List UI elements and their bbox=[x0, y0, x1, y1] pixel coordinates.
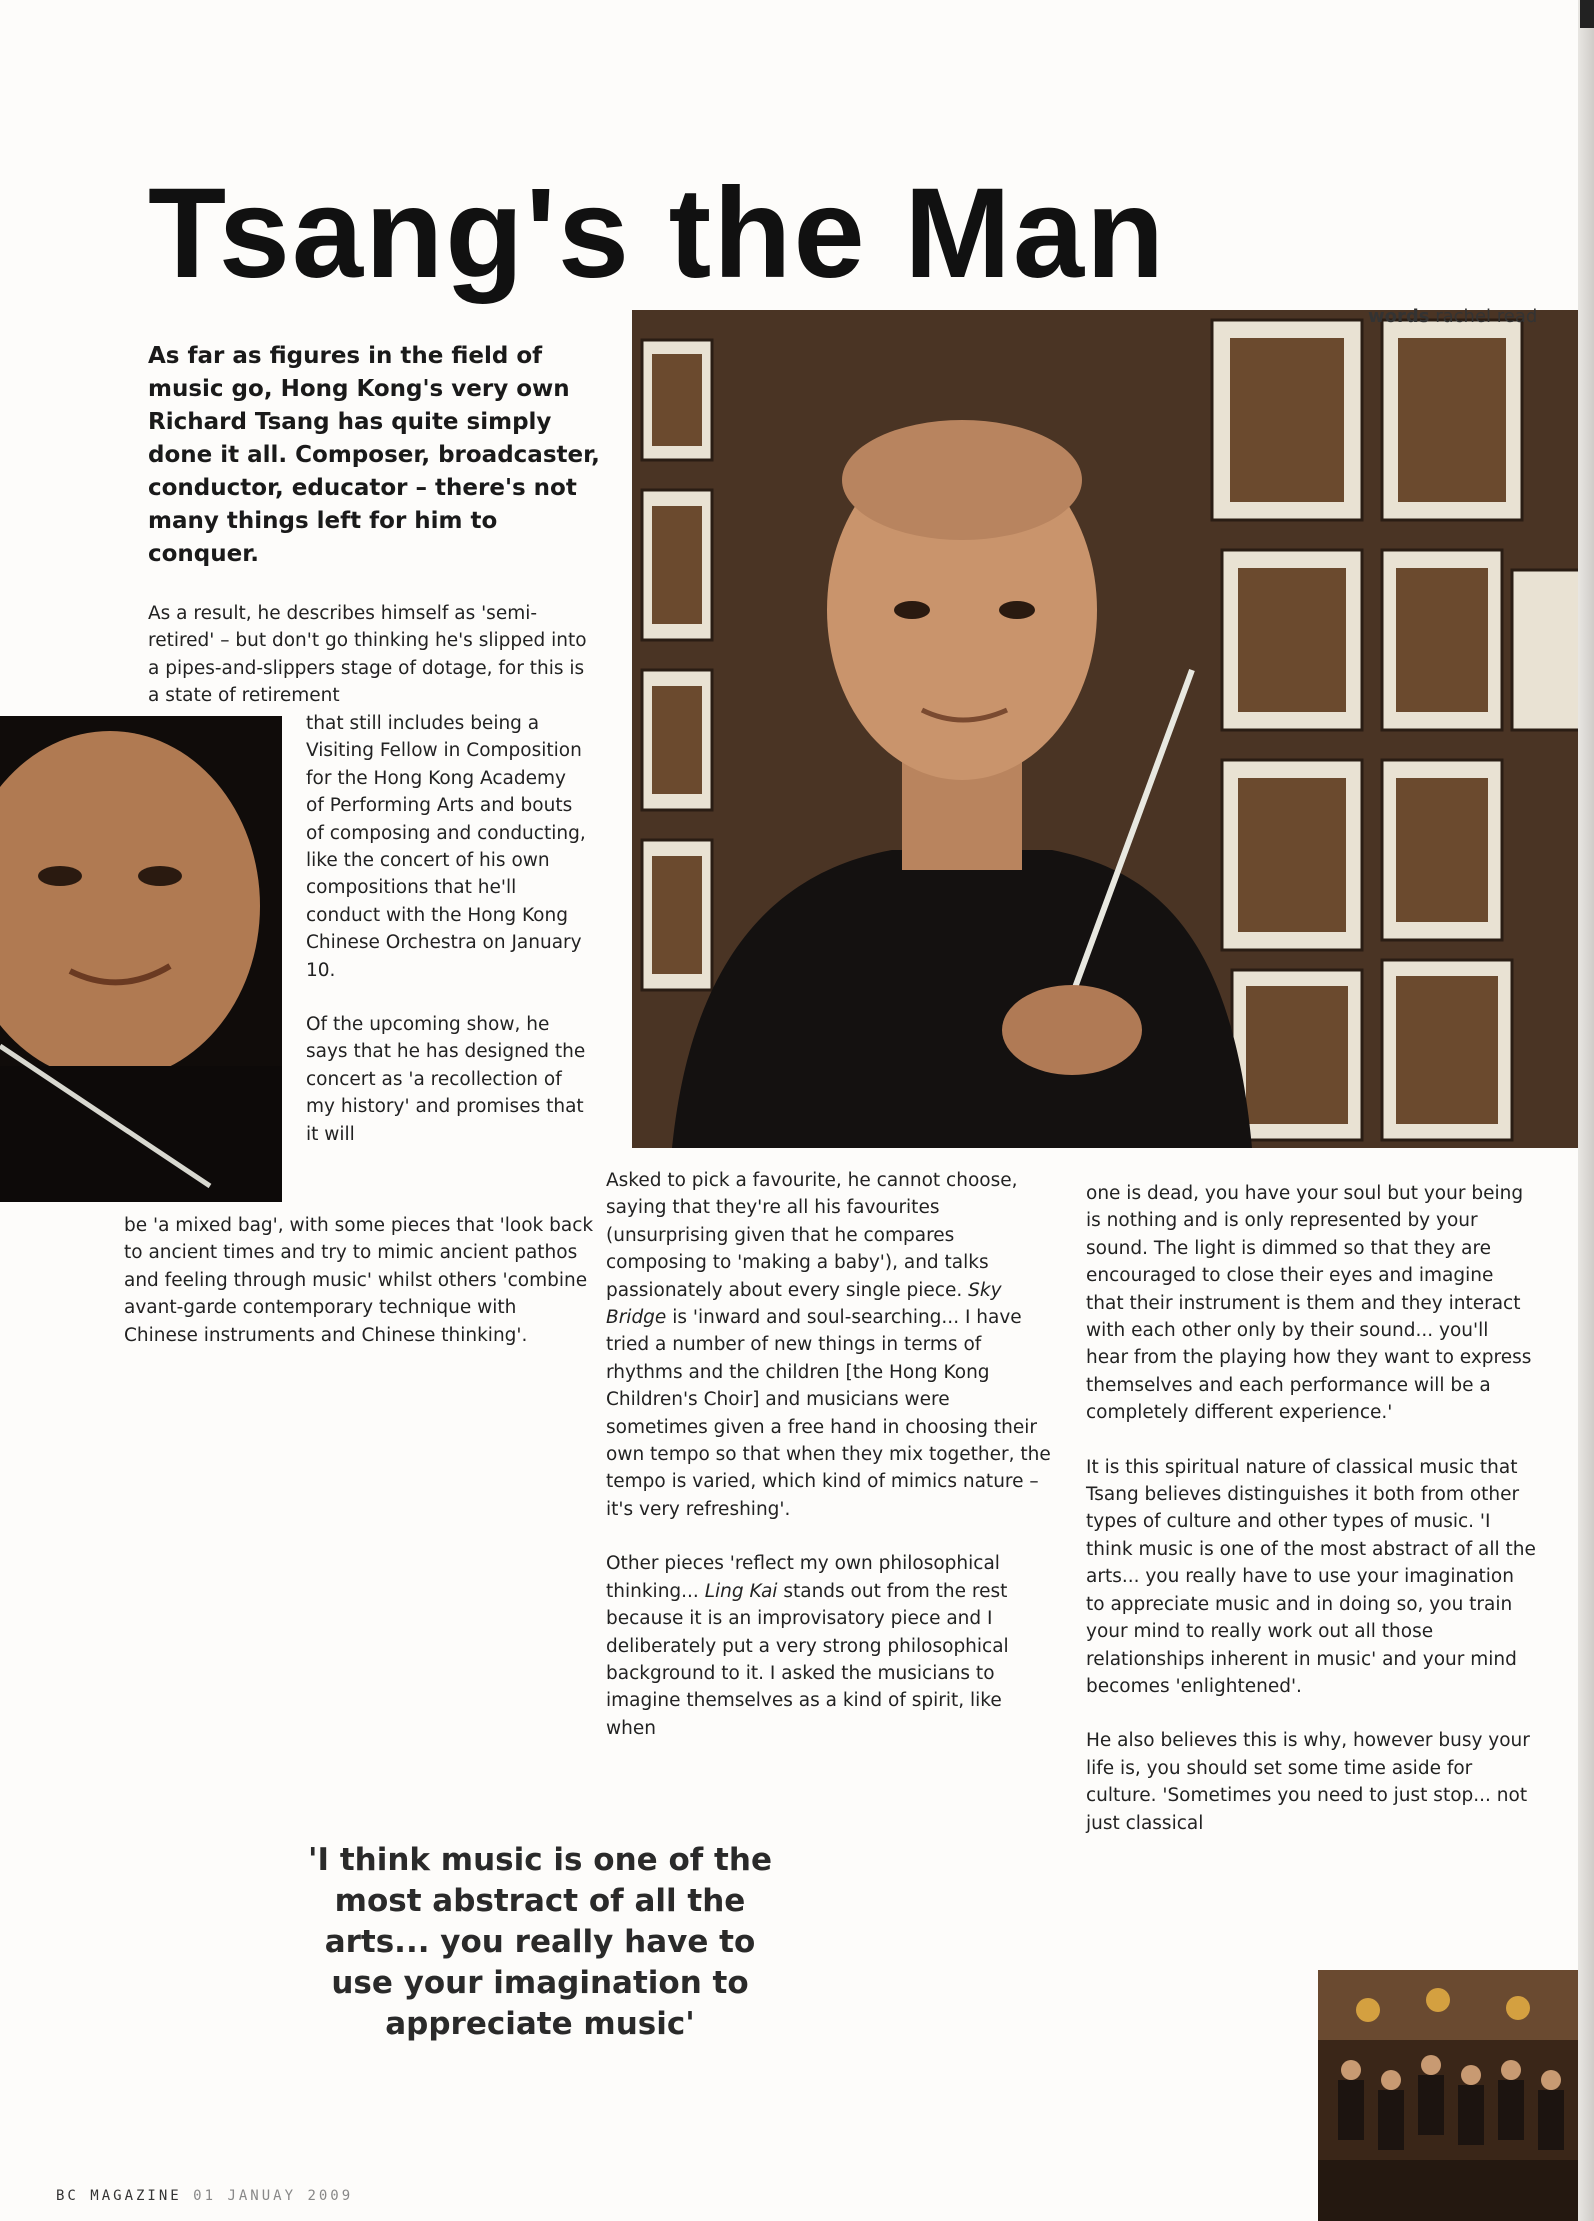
article-title: Tsang's the Man bbox=[148, 162, 1167, 305]
col2-p1-text-b: is 'inward and soul-searching... I have tried a number of new things in terms of rhythms and the children [the Hong Kong Children's Choir] and musicians were sometimes given a free hand in choosing their own tempo so that when they mix together, the tempo is varied, which kind of mimics nature – it's very refreshing'. bbox=[606, 1307, 1051, 1520]
article-column-3 bbox=[1086, 1180, 1536, 1837]
col2-p2-text-b: stands out from the rest because it is an improvisatory piece and I deliberately put a very strong philosophical background to it. I asked the musicians to imagine themselves as a kind of spirit, like when bbox=[606, 1580, 1009, 1739]
page-edge-shadow bbox=[1578, 0, 1594, 2221]
photo-frames-wall bbox=[632, 310, 1594, 1148]
col1-paragraph-1-full: As a result, he describes himself as 'semi-retired' – but don't go thinking he's slipped into a pipes-and-slippers stage of dotage, for this is a state of retirement bbox=[148, 603, 587, 707]
conductor-portrait-photo bbox=[632, 310, 1594, 1148]
work-title-sky-bridge: Sky Bridge bbox=[606, 1279, 1002, 1329]
closeup-portrait-image bbox=[0, 716, 282, 1202]
col3-paragraph-1: one is dead, you have your soul but your being is nothing and is only represented by your sound. The light is dimmed so that they are encouraged to close their eyes and imagine that their instrument is them and they interact with each other only by their sound... you'll hear from the playing how they want to express themselves and each performance will be a completely different experience.' bbox=[1086, 1183, 1532, 1424]
col2-paragraph-2 bbox=[606, 1550, 1056, 1742]
page-corner-mark bbox=[1580, 0, 1594, 28]
work-title-ling-kai: Ling Kai bbox=[704, 1580, 778, 1602]
byline bbox=[1368, 306, 1537, 327]
issue-date: 01 JANUAY 2009 bbox=[193, 2188, 354, 2204]
col3-paragraph-3: He also believes this is why, however busy your life is, you should set some time aside for culture. 'Sometimes you need to just stop... not just classical bbox=[1086, 1730, 1530, 1834]
col1-narrow-block bbox=[306, 710, 588, 1148]
col1-paragraph-1-narrow: that still includes being a Visiting Fellow in Composition for the Hong Kong Academy of Performing Arts and bouts of composing and conducting, like the concert of his own compositions that he'll conduct with the Hong Kong Chinese Orchestra on January 10. bbox=[306, 713, 586, 981]
magazine-name: BC MAGAZINE bbox=[56, 2188, 182, 2204]
pull-quote: 'I think music is one of the most abstract of all the arts... you really have to use your imagination to appreciate music' bbox=[308, 1842, 772, 2042]
article-intro: As far as figures in the field of music go, Hong Kong's very own Richard Tsang has quite simply done it all. Composer, broadcaster, conductor, educator – there's not many things left for him to conquer. bbox=[148, 343, 600, 567]
byline-author: rachel read bbox=[1435, 306, 1538, 327]
byline-label: words bbox=[1368, 306, 1430, 327]
col1-paragraph-2-narrow: Of the upcoming show, he says that he has designed the concert as 'a recollection of my history' and promises that it will bbox=[306, 1014, 586, 1145]
page-footer bbox=[56, 2188, 353, 2204]
paragraph-gap bbox=[1086, 1427, 1536, 1454]
orchestra-concert-photo bbox=[1318, 1970, 1594, 2221]
col3-paragraph-2: It is this spiritual nature of classical music that Tsang believes distinguishes it both from other types of culture and other types of music. 'I think music is one of the most abstract of all the arts... you really have to use your imagination to appreciate music and in doing so, you train your mind to really work out all those relationships inherent in music' and your mind becomes 'enlightened'. bbox=[1086, 1456, 1536, 1697]
col1-paragraph-2-full: be 'a mixed bag', with some pieces that 'look back to ancient times and try to mimic ancient pathos and feeling through music' whilst others 'combine avant-garde contemporary technique with Chinese instruments and Chinese thinking'. bbox=[124, 1215, 594, 1346]
paragraph-gap bbox=[306, 984, 588, 1011]
col2-p2-text-a: Other pieces 'reflect my own philosophical thinking... bbox=[606, 1553, 1000, 1602]
orchestra-image bbox=[1318, 1970, 1594, 2221]
conductor-closeup-photo bbox=[0, 716, 282, 1202]
paragraph-gap bbox=[1086, 1700, 1536, 1727]
article-column-2 bbox=[606, 1167, 1056, 1742]
col2-paragraph-1 bbox=[606, 1167, 1056, 1523]
col2-p1-text-a: Asked to pick a favourite, he cannot choose, saying that they're all his favourites (unsurprising given that he compares composing to 'making a baby'), and talks passionately about every single piece. bbox=[606, 1170, 1018, 1301]
paragraph-gap bbox=[606, 1523, 1056, 1550]
